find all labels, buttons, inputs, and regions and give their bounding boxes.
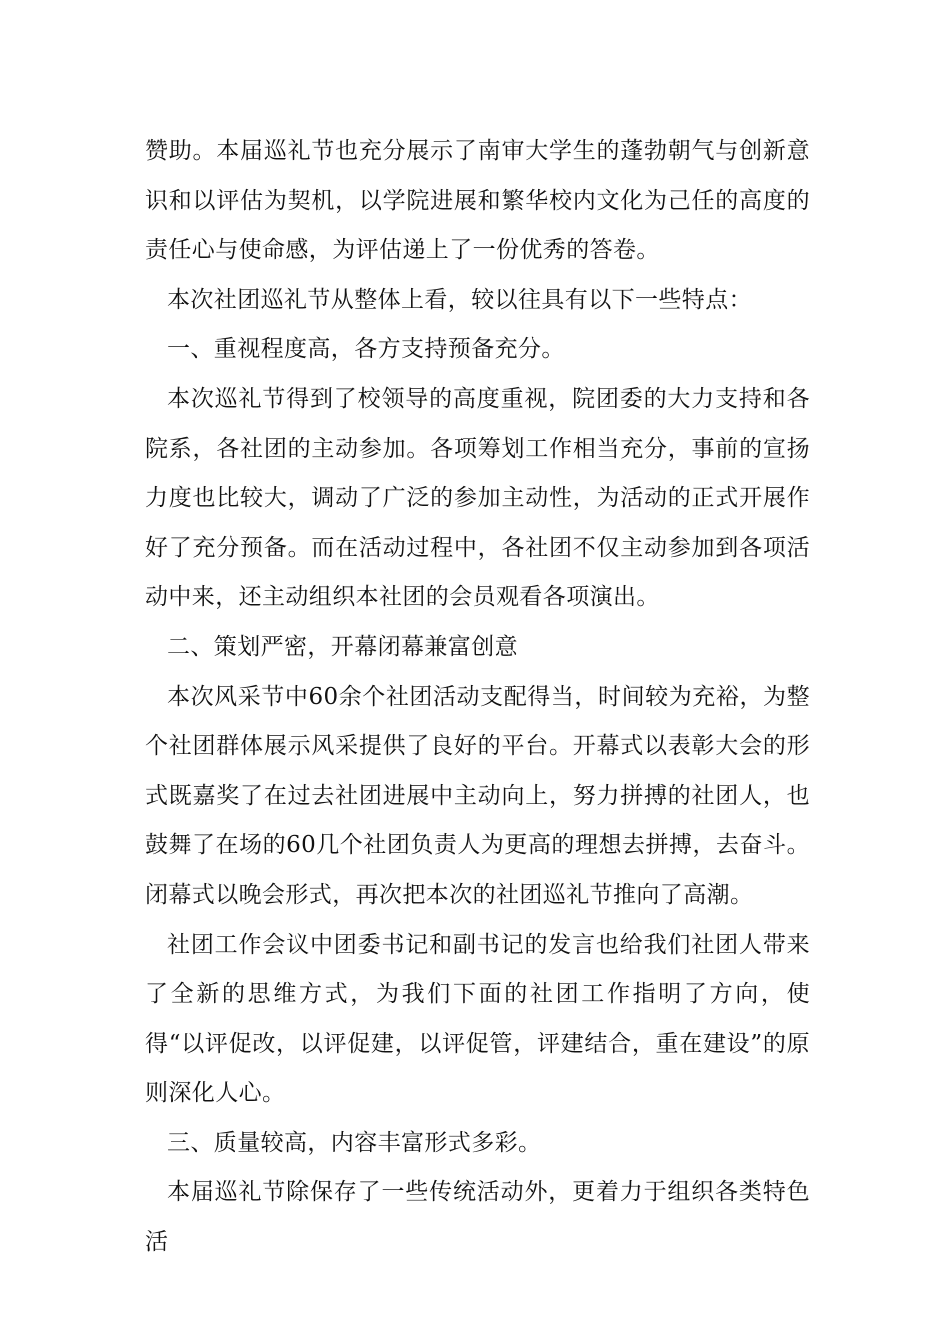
document-body <box>145 127 810 1268</box>
section-heading-2: 二、策划严密，开幕闭幕兼富创意 <box>167 633 518 660</box>
paragraph-continuation: 赞助。本届巡礼节也充分展示了南审大学生的蓬勃朝气与创新意识和以评估为契机，以学院进展和繁华校内文化为己任的高度的责任心与使命感，为评估递上了一份优秀的答卷。 <box>145 138 810 264</box>
section-heading-1: 一、重视程度高，各方支持预备充分。 <box>167 336 565 363</box>
paragraph-section-2a: 本次风采节中60余个社团活动支配得当，时间较为充裕，为整个社团群体展示风采提供了良好的平台。开幕式以表彰大会的形式既嘉奖了在过去社团进展中主动向上，努力拼搏的社团人，也鼓舞了在场的60几个社团负责人为更高的理想去拼搏，去奋斗。闭幕式以晚会形式，再次把本次的社团巡礼节推向了高潮。 <box>145 683 810 908</box>
paragraph-section-2b: 社团工作会议中团委书记和副书记的发言也给我们社团人带来了全新的思维方式，为我们下面的社团工作指明了方向，使得“以评促改，以评促建，以评促管，评建结合，重在建设”的原则深化人心。 <box>145 931 810 1107</box>
section-heading-3: 三、质量较高，内容丰富形式多彩。 <box>167 1129 542 1156</box>
paragraph-features-intro: 本次社团巡礼节从整体上看，较以往具有以下一些特点： <box>167 286 752 313</box>
paragraph-section-3: 本届巡礼节除保存了一些传统活动外，更着力于组织各类特色活 <box>145 1179 810 1256</box>
paragraph-section-1: 本次巡礼节得到了校领导的高度重视，院团委的大力支持和各院系，各社团的主动参加。各项筹划工作相当充分，事前的宣扬力度也比较大，调动了广泛的参加主动性，为活动的正式开展作好了充分预备。而在活动过程中，各社团不仅主动参加到各项活动中来，还主动组织本社团的会员观看各项演出。 <box>145 385 810 611</box>
